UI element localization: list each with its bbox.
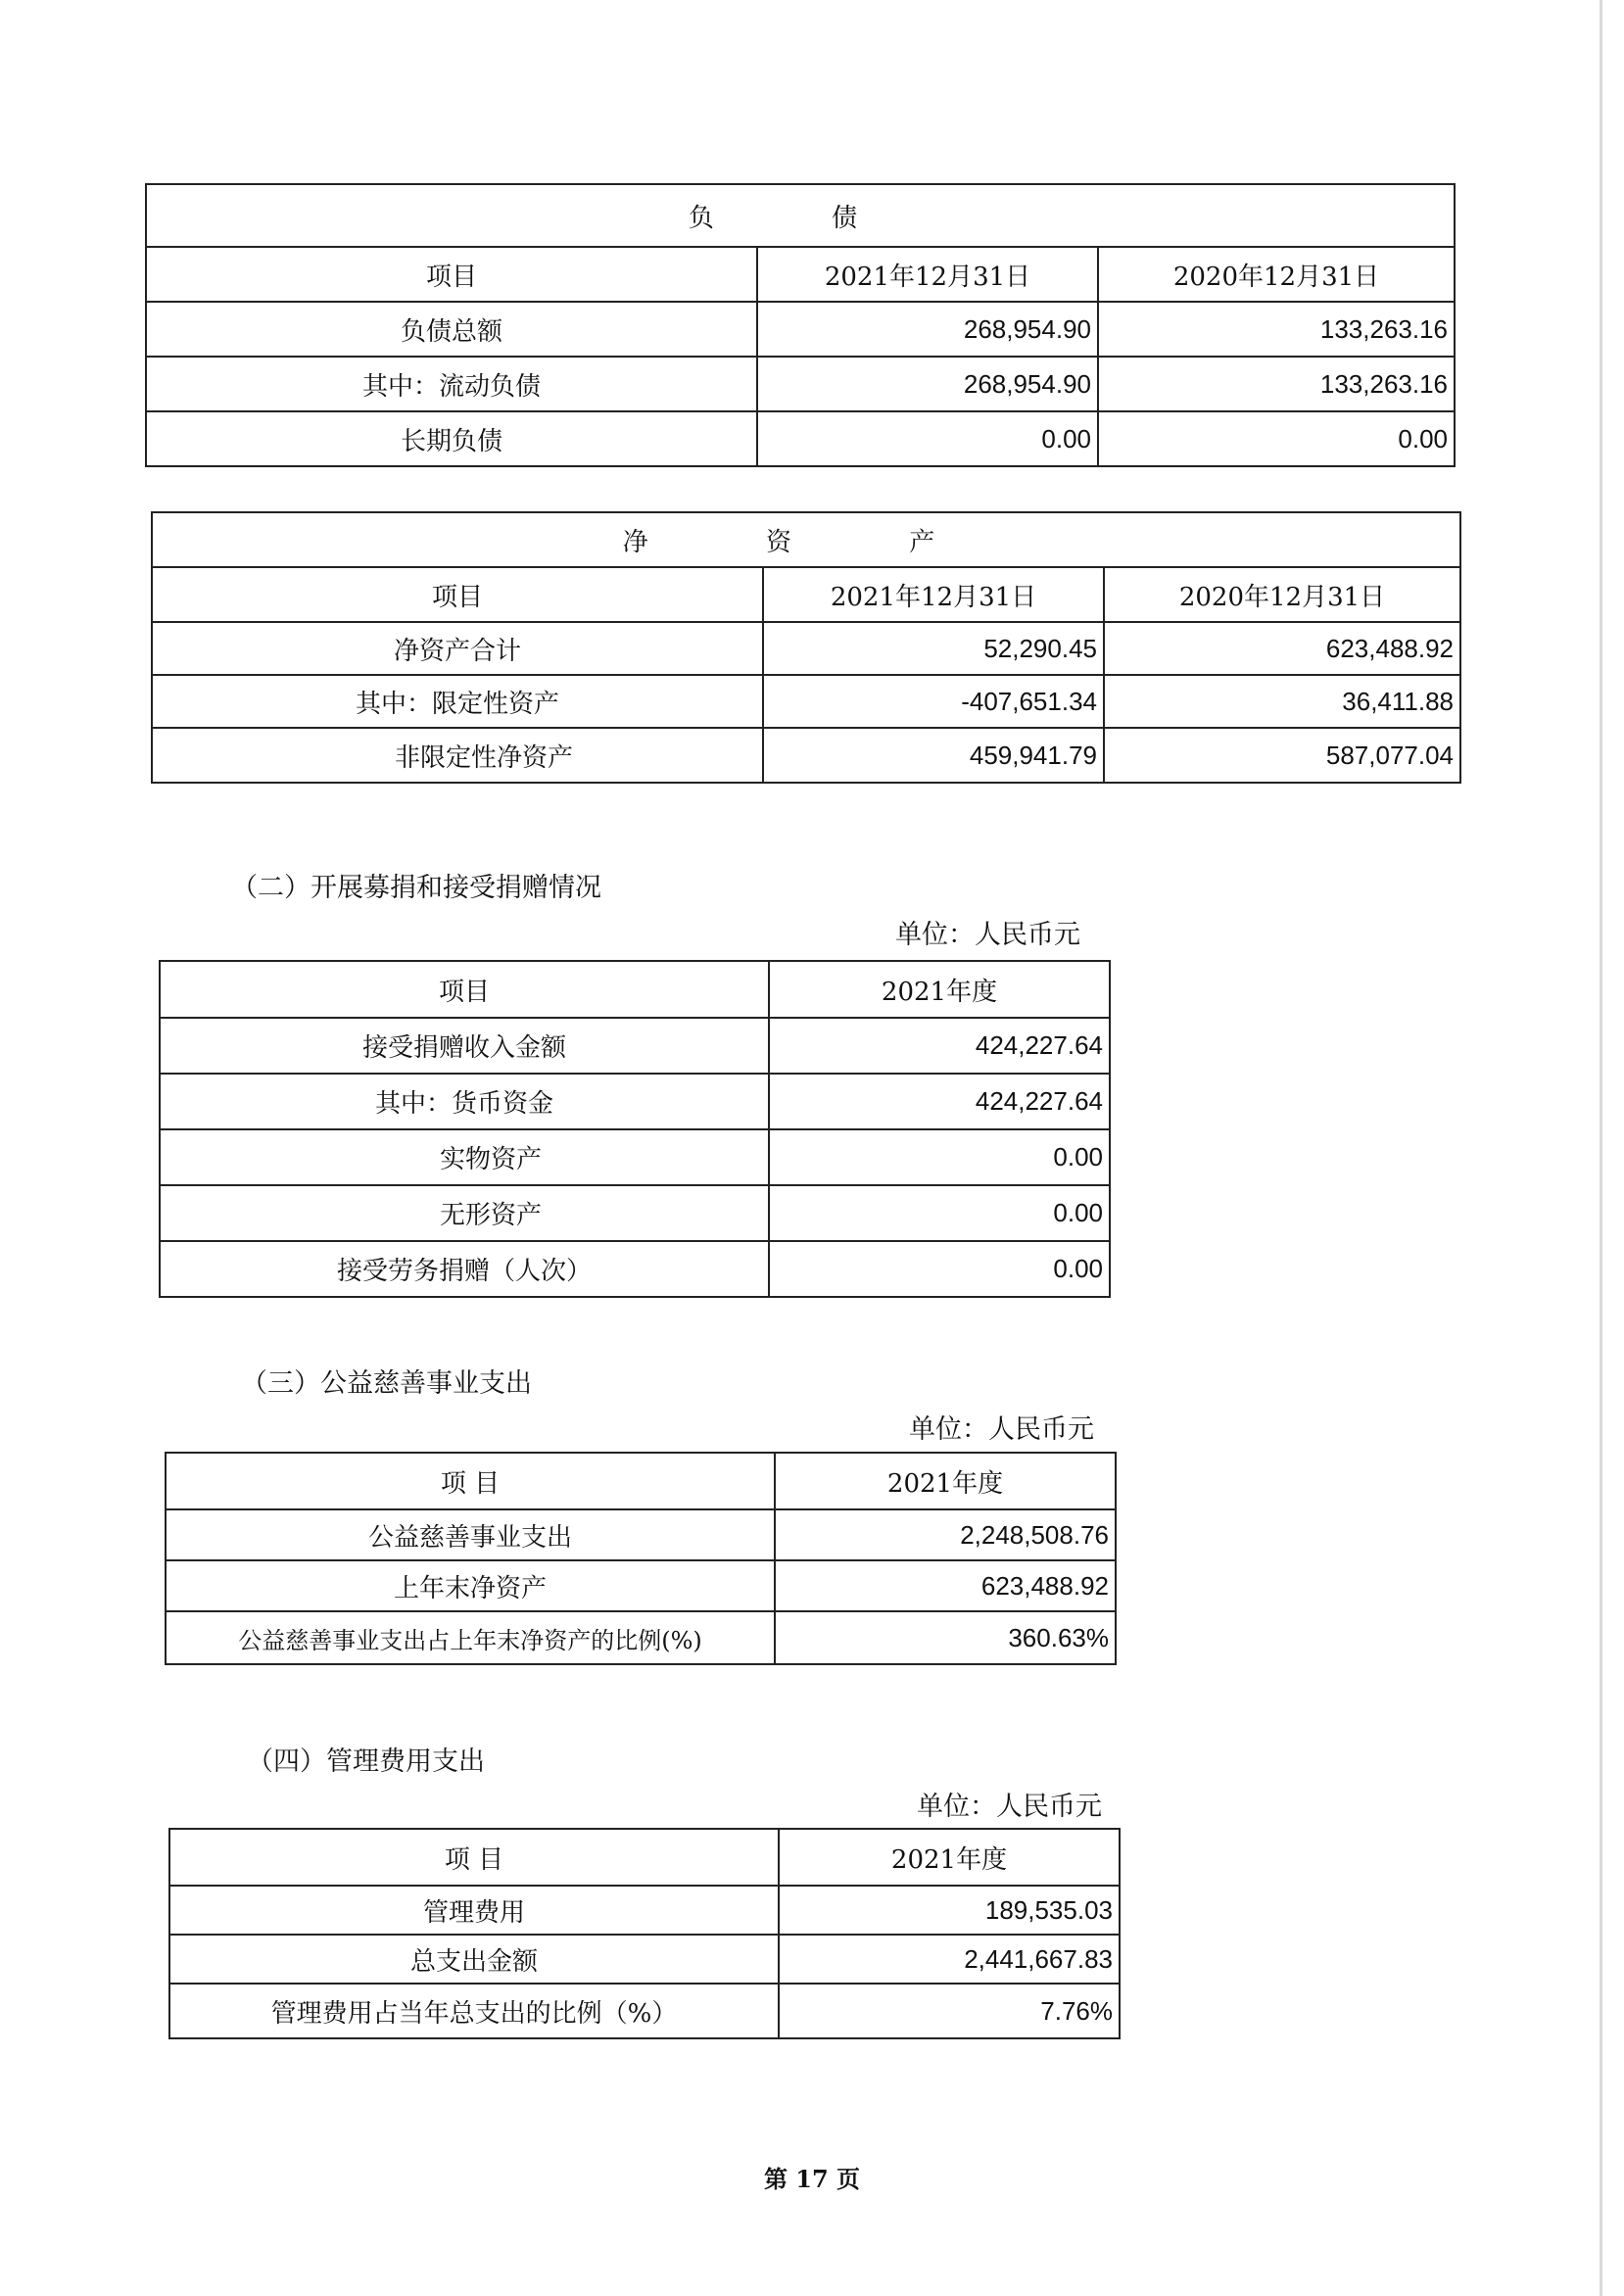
value-2021: 0.00 — [769, 1129, 1110, 1185]
liabilities-title: 负 债 — [146, 184, 1455, 247]
value-2021: 459,941.79 — [763, 728, 1104, 783]
net-assets-table — [151, 511, 1461, 784]
row-label: 非限定性净资产 — [152, 728, 763, 783]
row-label: 总支出金额 — [169, 1935, 779, 1984]
value-2021: 360.63% — [775, 1611, 1116, 1664]
section-title-donations: （二）开展募捐和接受捐赠情况 — [231, 873, 601, 903]
row-label: 其中：流动负债 — [146, 357, 757, 411]
header-item: 项目 — [152, 567, 763, 622]
row-label: 接受劳务捐赠（人次） — [160, 1241, 769, 1297]
page-edge — [1600, 0, 1602, 2296]
value-2021: 2,441,667.83 — [779, 1935, 1120, 1984]
header-2021: 2021年度 — [779, 1829, 1120, 1886]
charity-expense-table — [165, 1452, 1117, 1665]
section-title-charity-expense: （三）公益慈善事业支出 — [241, 1368, 532, 1399]
value-2021: 623,488.92 — [775, 1560, 1116, 1611]
unit-label: 单位：人民币元 — [909, 1414, 1094, 1445]
row-label: 净资产合计 — [152, 622, 763, 675]
value-2020: 36,411.88 — [1104, 675, 1460, 728]
value-2021: 268,954.90 — [757, 357, 1098, 411]
header-2020: 2020年12月31日 — [1098, 247, 1455, 302]
value-2021: 424,227.64 — [769, 1018, 1110, 1074]
unit-label: 单位：人民币元 — [917, 1792, 1102, 1822]
value-2020: 133,263.16 — [1098, 302, 1455, 357]
admin-expense-table — [168, 1828, 1121, 2039]
value-2021: 0.00 — [769, 1185, 1110, 1241]
row-label: 公益慈善事业支出 — [166, 1509, 775, 1560]
value-2021: 268,954.90 — [757, 302, 1098, 357]
header-2021: 2021年12月31日 — [763, 567, 1104, 622]
value-2021: 7.76% — [779, 1984, 1120, 2038]
header-item: 项 目 — [166, 1453, 775, 1509]
value-2020: 623,488.92 — [1104, 622, 1460, 675]
unit-label: 单位：人民币元 — [895, 920, 1080, 950]
row-label: 其中：限定性资产 — [152, 675, 763, 728]
header-2021: 2021年12月31日 — [757, 247, 1098, 302]
header-2021: 2021年度 — [769, 961, 1110, 1018]
value-2021: 424,227.64 — [769, 1074, 1110, 1129]
header-item: 项目 — [160, 961, 769, 1018]
value-2021: -407,651.34 — [763, 675, 1104, 728]
row-label: 公益慈善事业支出占上年末净资产的比例(%) — [166, 1611, 775, 1664]
page-number: 第 17 页 — [763, 2165, 861, 2193]
row-label: 无形资产 — [160, 1185, 769, 1241]
header-2021: 2021年度 — [775, 1453, 1116, 1509]
liabilities-table — [145, 183, 1456, 467]
value-2021: 189,535.03 — [779, 1886, 1120, 1935]
row-label: 管理费用 — [169, 1886, 779, 1935]
net-assets-title: 净 资 产 — [152, 512, 1460, 567]
value-2021: 52,290.45 — [763, 622, 1104, 675]
header-item: 项 目 — [169, 1829, 779, 1886]
row-label: 长期负债 — [146, 411, 757, 466]
header-item: 项目 — [146, 247, 757, 302]
value-2020: 587,077.04 — [1104, 728, 1460, 783]
value-2021: 0.00 — [757, 411, 1098, 466]
row-label: 负债总额 — [146, 302, 757, 357]
value-2021: 2,248,508.76 — [775, 1509, 1116, 1560]
section-title-admin-expense: （四）管理费用支出 — [247, 1746, 485, 1777]
value-2021: 0.00 — [769, 1241, 1110, 1297]
row-label: 上年末净资产 — [166, 1560, 775, 1611]
header-2020: 2020年12月31日 — [1104, 567, 1460, 622]
row-label: 其中：货币资金 — [160, 1074, 769, 1129]
row-label: 管理费用占当年总支出的比例（%） — [169, 1984, 779, 2038]
value-2020: 0.00 — [1098, 411, 1455, 466]
row-label: 实物资产 — [160, 1129, 769, 1185]
row-label: 接受捐赠收入金额 — [160, 1018, 769, 1074]
donations-table — [159, 960, 1111, 1298]
value-2020: 133,263.16 — [1098, 357, 1455, 411]
